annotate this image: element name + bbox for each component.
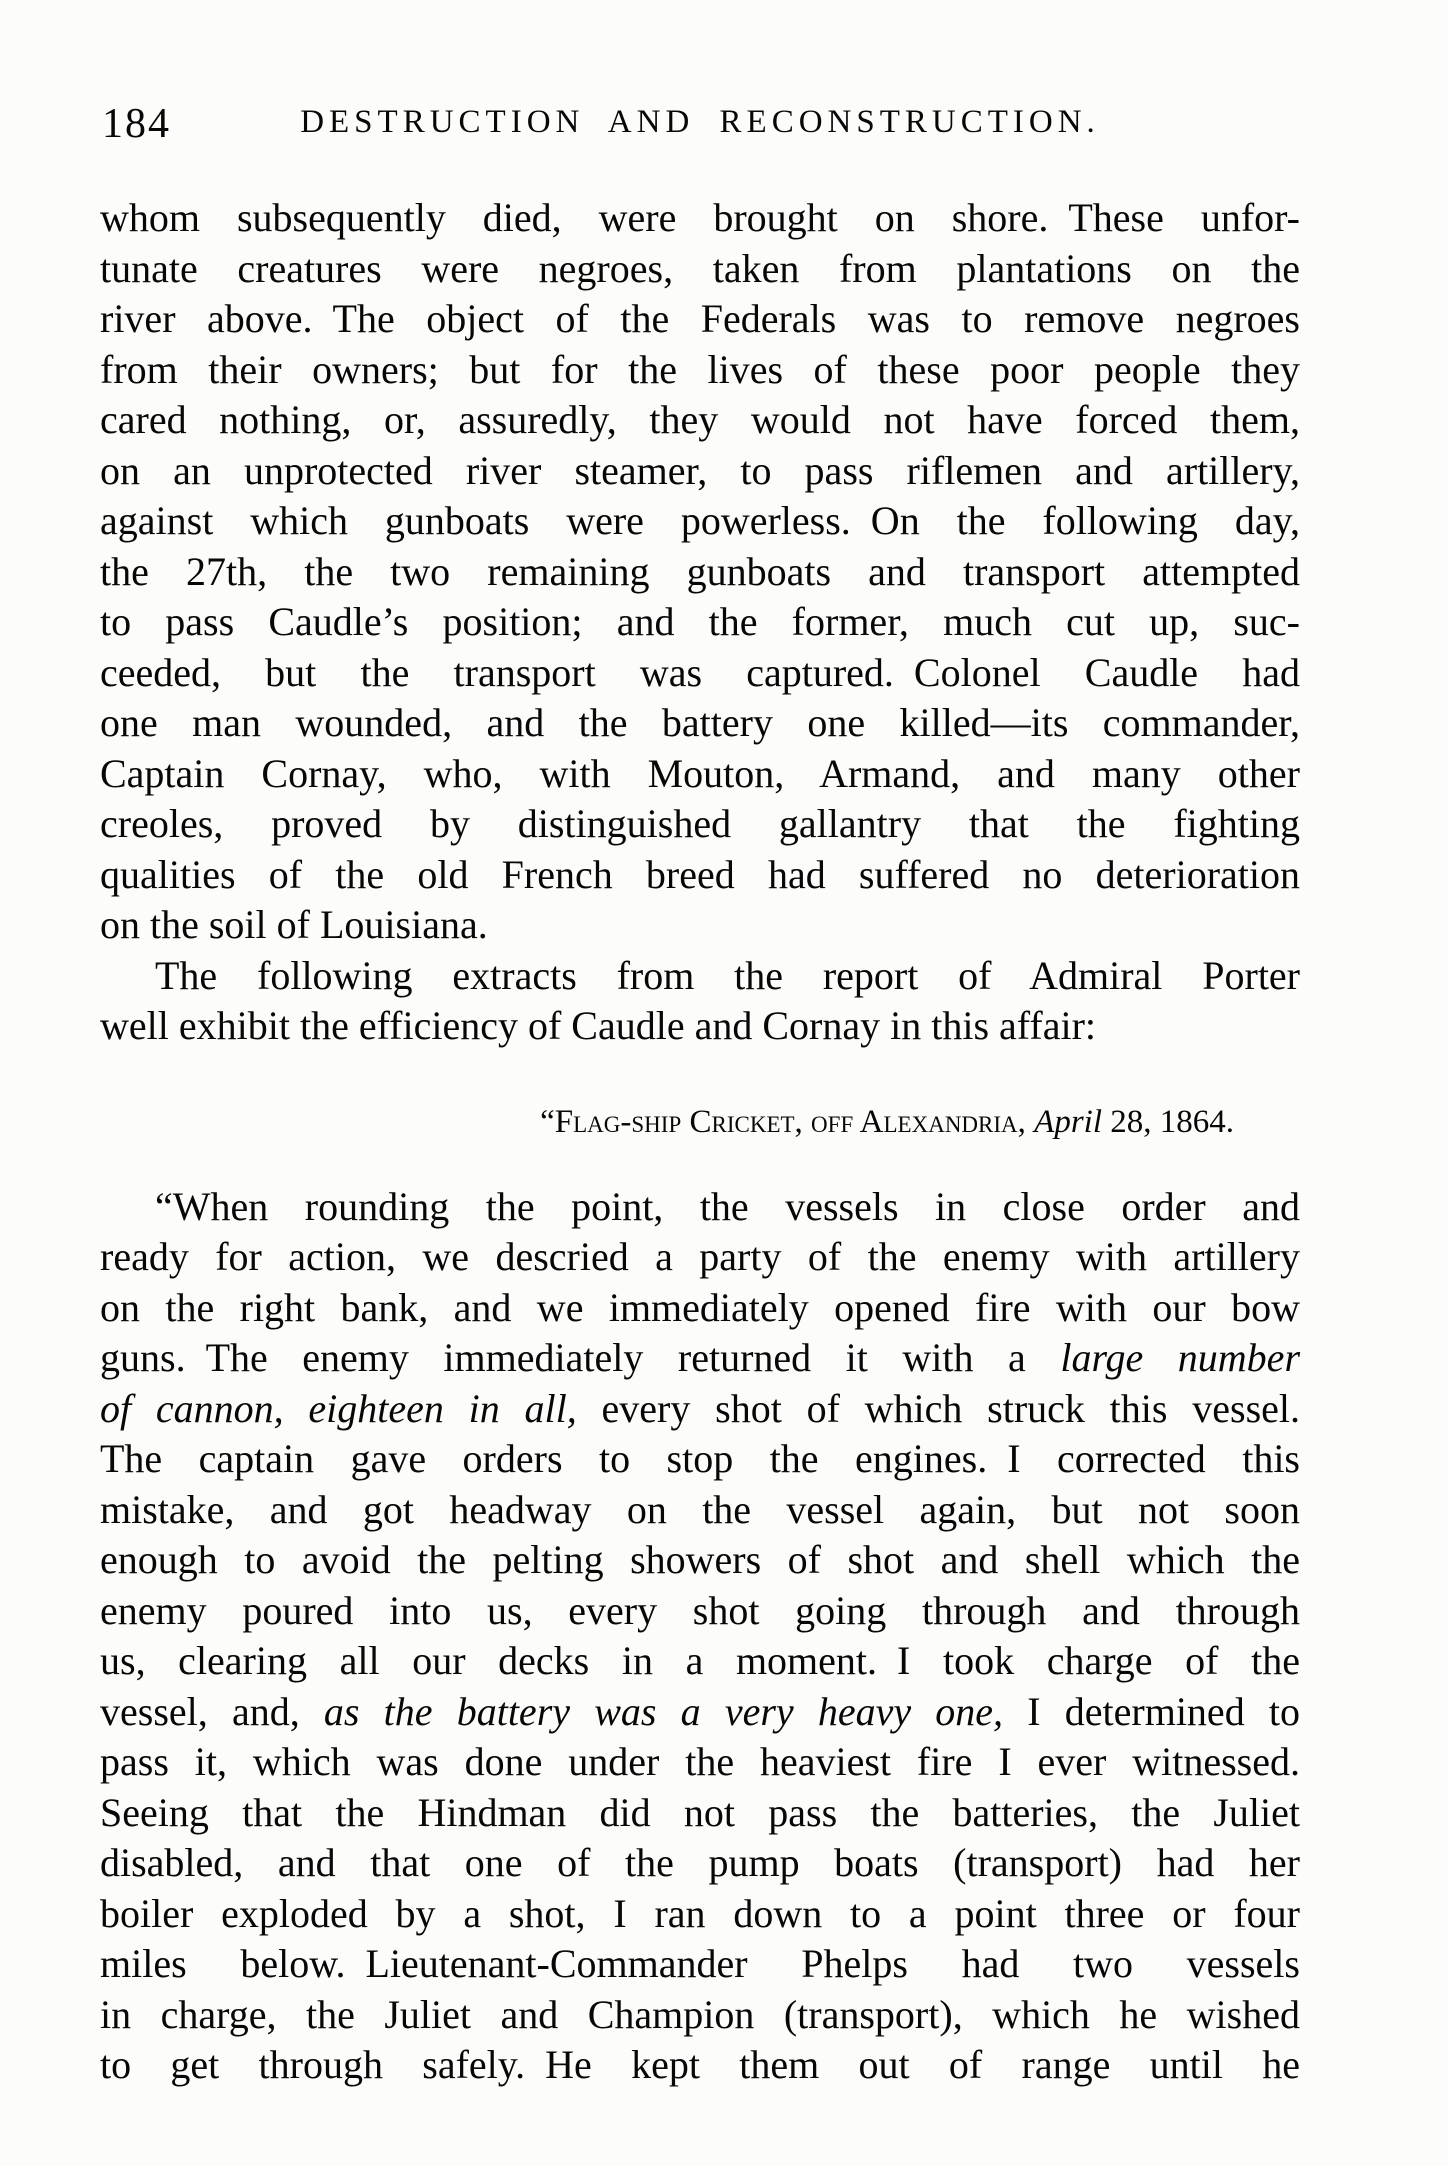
- text-line: [100, 1232, 1300, 1283]
- text-line: [100, 1182, 1300, 1233]
- text-segment: miles below. Lieutenant-Commander Phelps had two vessels: [100, 1941, 1300, 1986]
- text-line: [100, 1485, 1300, 1536]
- italic-text: of cannon, eighteen in all,: [100, 1385, 577, 1431]
- text-segment: us, clearing all our decks in a moment. I took charge of the: [100, 1638, 1300, 1683]
- report-dateline: [100, 1097, 1300, 1147]
- text-segment: cared nothing, or, assuredly, they would not have forced them,: [100, 397, 1300, 442]
- text-segment: to pass Caudle’s position; and the former, much cut up, suc-: [100, 599, 1300, 644]
- text-line: [100, 294, 1300, 345]
- text-segment: 28, 1864.: [1102, 1103, 1234, 1140]
- text-segment: vessel, and,: [100, 1688, 324, 1734]
- text-line: [100, 345, 1300, 396]
- text-line: [100, 1001, 1300, 1052]
- text-line: [100, 1586, 1300, 1637]
- running-title: DESTRUCTION AND RECONSTRUCTION.: [300, 104, 1100, 140]
- page-header: [100, 100, 1300, 154]
- text-segment: Seeing that the Hindman did not pass the batteries, the Juliet: [100, 1789, 1300, 1835]
- text-segment: guns. The enemy immediately returned it with a: [100, 1335, 1061, 1380]
- intro-paragraph: [100, 951, 1300, 1052]
- small-caps-text: Flag-ship Cricket, off Alexandria,: [554, 1103, 1035, 1140]
- text-line: [100, 799, 1300, 850]
- text-segment: to get through safely. He kept them out of range until he: [100, 2042, 1300, 2087]
- text-line: [100, 496, 1300, 547]
- text-segment: from their owners; but for the lives of these poor people they: [100, 346, 1300, 392]
- text-line: [100, 1636, 1300, 1687]
- text-segment: the 27th, the two remaining gunboats and transport attempted: [100, 548, 1300, 594]
- italic-text: as the battery was a very heavy one,: [323, 1688, 1004, 1734]
- text-line: [100, 1097, 1300, 1147]
- text-line: [100, 900, 1300, 951]
- text-line: [100, 244, 1300, 295]
- text-segment: on the soil of Louisiana.: [100, 902, 488, 947]
- text-line: [100, 1889, 1300, 1940]
- text-block: [100, 193, 1300, 2091]
- text-line: [100, 1737, 1300, 1788]
- text-segment: The following extracts from the report of Admiral Porter: [155, 952, 1300, 998]
- text-line: [100, 648, 1300, 699]
- text-segment: ready for action, we descried a party of the enemy with artillery: [100, 1234, 1300, 1279]
- text-line: [100, 193, 1300, 244]
- text-line: [100, 1283, 1300, 1334]
- report-quote-paragraph: [100, 1182, 1300, 2091]
- text-segment: enough to avoid the pelting showers of shot and shell which the: [100, 1537, 1300, 1582]
- text-segment: on the right bank, and we immediately opened fire with our bow: [100, 1284, 1300, 1330]
- text-segment: ceeded, but the transport was captured. Colonel Caudle had: [100, 649, 1300, 695]
- text-segment: I determined to: [1003, 1688, 1300, 1734]
- text-segment: mistake, and got headway on the vessel again, but not soon: [100, 1486, 1300, 1532]
- text-segment: well exhibit the efficiency of Caudle and Cornay in this affair:: [100, 1003, 1096, 1048]
- text-segment: enemy poured into us, every shot going through and through: [100, 1587, 1300, 1633]
- text-line: [100, 2040, 1300, 2091]
- italic-text: April: [1034, 1103, 1102, 1140]
- text-segment: pass it, which was done under the heaviest fire I ever witnessed.: [100, 1739, 1300, 1784]
- text-segment: river above. The object of the Federals was to remove negroes: [100, 296, 1300, 341]
- text-segment: whom subsequently died, were brought on shore. These unfor-: [100, 195, 1300, 240]
- text-segment: The captain gave orders to stop the engines. I corrected this: [100, 1436, 1300, 1481]
- text-line: [100, 1434, 1300, 1485]
- text-line: [100, 1384, 1300, 1435]
- text-line: [100, 1939, 1300, 1990]
- text-line: [100, 1333, 1300, 1384]
- text-segment: against which gunboats were powerless. On the following day,: [100, 498, 1300, 543]
- text-segment: disabled, and that one of the pump boats (transport) had her: [100, 1840, 1300, 1885]
- text-line: [100, 395, 1300, 446]
- text-segment: “: [540, 1103, 555, 1140]
- text-segment: qualities of the old French breed had suffered no deterioration: [100, 851, 1300, 897]
- text-line: [100, 1535, 1300, 1586]
- text-line: [100, 850, 1300, 901]
- text-segment: creoles, proved by distinguished gallantry that the fighting: [100, 801, 1300, 846]
- text-segment: tunate creatures were negroes, taken from plantations on the: [100, 245, 1300, 291]
- text-segment: every shot of which struck this vessel.: [576, 1385, 1300, 1431]
- text-line: [100, 1990, 1300, 2041]
- text-line: [100, 1788, 1300, 1839]
- text-line: [100, 446, 1300, 497]
- text-segment: Captain Cornay, who, with Mouton, Armand, and many other: [100, 750, 1300, 796]
- text-line: [100, 1687, 1300, 1738]
- text-line: [100, 597, 1300, 648]
- italic-text: large number: [1060, 1335, 1301, 1380]
- page-number: 184: [102, 101, 171, 147]
- text-line: [100, 698, 1300, 749]
- continuation-paragraph: [100, 193, 1300, 951]
- text-line: [100, 951, 1300, 1002]
- text-line: [100, 547, 1300, 598]
- text-segment: boiler exploded by a shot, I ran down to a point three or four: [100, 1890, 1300, 1936]
- text-segment: in charge, the Juliet and Champion (transport), which he wished: [100, 1991, 1300, 2037]
- text-line: [100, 1838, 1300, 1889]
- text-line: [100, 749, 1300, 800]
- text-segment: on an unprotected river steamer, to pass riflemen and artillery,: [100, 447, 1300, 493]
- text-segment: one man wounded, and the battery one killed—its commander,: [100, 700, 1300, 745]
- text-segment: “When rounding the point, the vessels in close order and: [155, 1183, 1300, 1229]
